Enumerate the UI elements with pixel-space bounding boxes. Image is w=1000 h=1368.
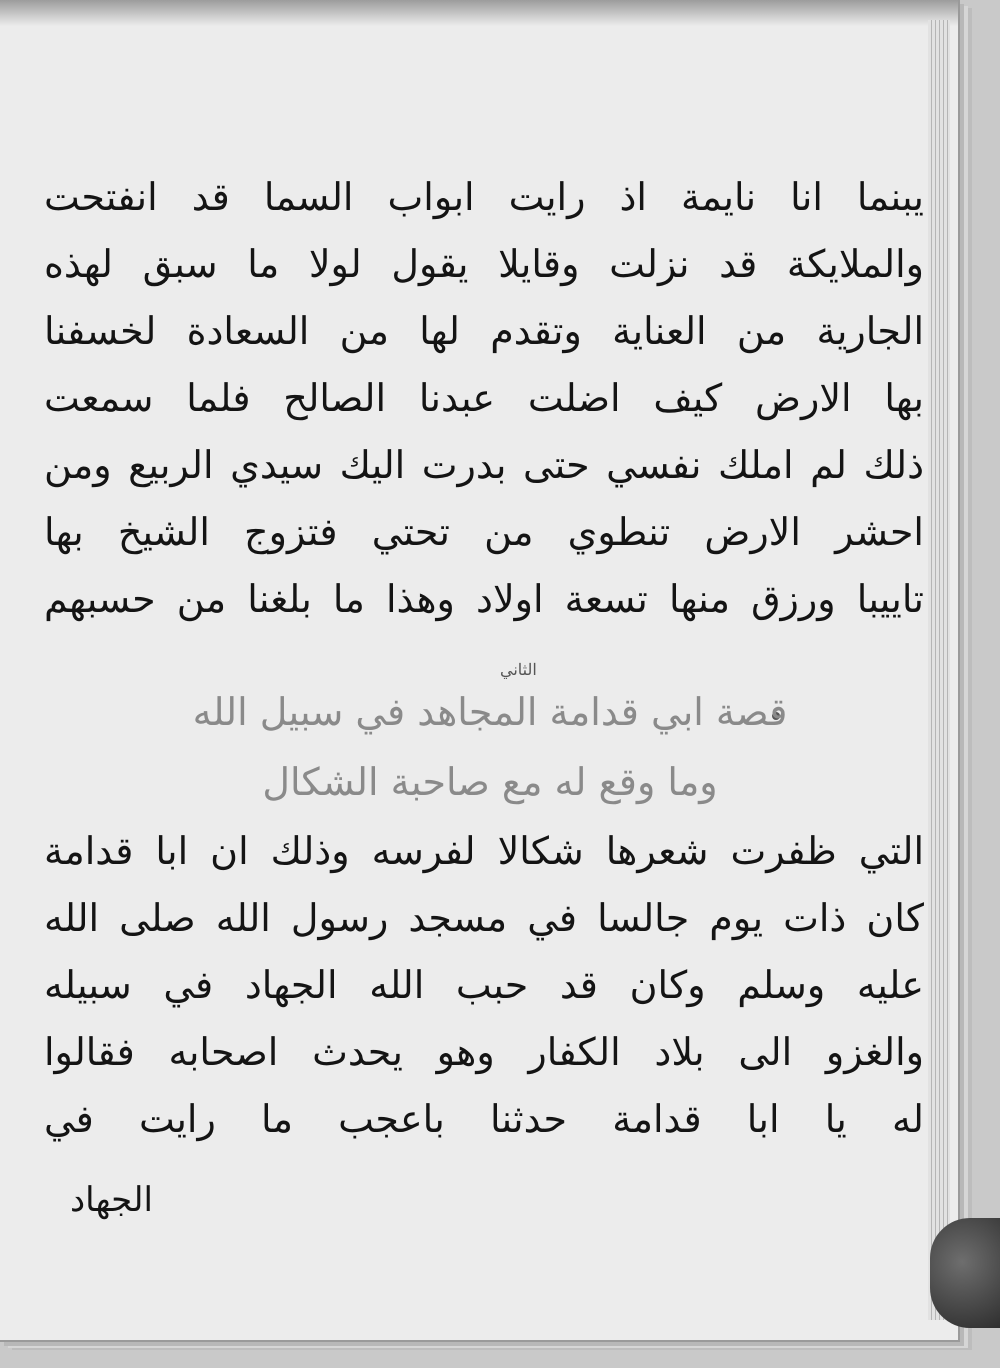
text-line: والملايكة قد نزلت وقايلا يقول لولا ما سبق لهذه xyxy=(44,242,924,286)
page-top-shadow xyxy=(0,0,958,26)
text-line: التي ظفرت شعرها شكالا لفرسه وذلك ان ابا قدامة xyxy=(44,829,924,873)
text-line: كان ذات يوم جالسا في مسجد رسول الله صلى الله xyxy=(44,896,924,940)
text-line: بها الارض كيف اضلت عبدنا الصالح فلما سمعت xyxy=(44,376,924,420)
section-marker: الثاني xyxy=(500,660,537,679)
section-heading-line-2: وما وقع له مع صاحبة الشكال xyxy=(262,760,718,804)
thumb-holding-page xyxy=(930,1218,1000,1328)
text-block-top xyxy=(44,164,924,633)
text-line: عليه وسلم وكان قد حبب الله الجهاد في سبيله xyxy=(44,963,924,1007)
text-line: تاييبا ورزق منها تسعة اولاد وهذا ما بلغنا من حسبهم xyxy=(44,577,924,621)
text-line: يبنما انا نايمة اذ رايت ابواب السما قد انفتحت xyxy=(44,175,924,219)
catchword: الجهاد xyxy=(70,1180,153,1220)
text-line: احشر الارض تنطوي من تحتي فتزوج الشيخ بها xyxy=(44,510,924,554)
text-line: ذلك لم املك نفسي حتى بدرت اليك سيدي الربيع ومن xyxy=(44,443,924,487)
text-block-bottom xyxy=(44,818,924,1153)
text-line: له يا ابا قدامة حدثنا باعجب ما رايت في xyxy=(44,1097,924,1141)
text-line: والغزو الى بلاد الكفار وهو يحدث اصحابه فقالوا xyxy=(44,1030,924,1074)
page-stack-edge xyxy=(928,20,950,1320)
text-line: الجارية من العناية وتقدم لها من السعادة لخسفنا xyxy=(44,309,924,353)
section-heading-line-1: قصة ابي قدامة المجاهد في سبيل الله xyxy=(192,690,788,734)
